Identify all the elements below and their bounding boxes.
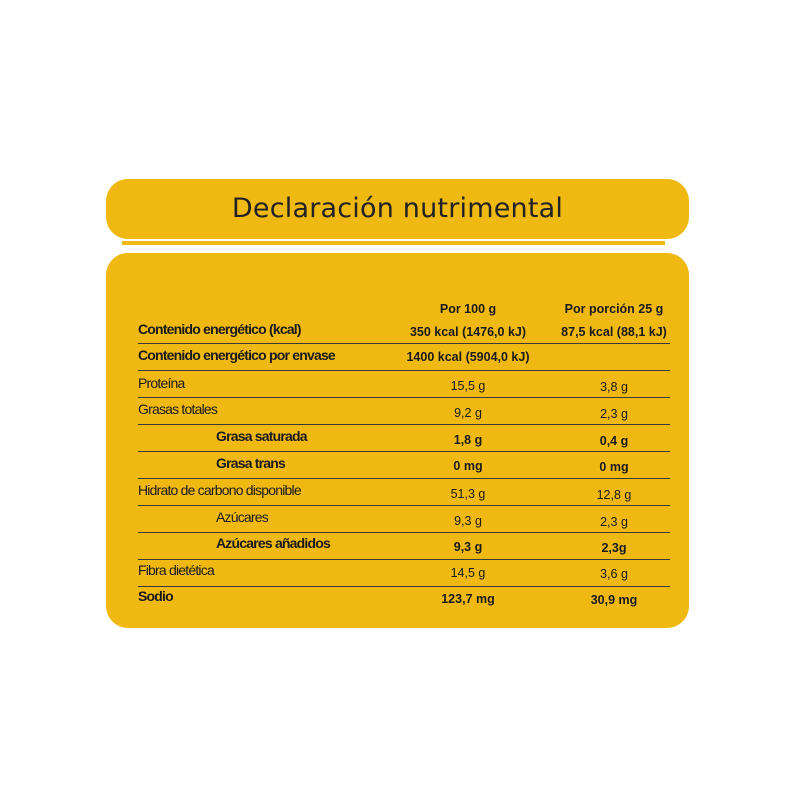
value-per-serving: 0,4 g (599, 434, 629, 448)
table-row-sugars (138, 507, 670, 533)
value-per-100g: 350 kcal (1476,0 kJ) (409, 325, 527, 339)
page-title: Declaración nutrimental (231, 193, 564, 224)
row-label: Grasas totales (138, 401, 218, 417)
value-per-100g: 1,8 g (453, 433, 483, 447)
value-per-100g: 51,3 g (450, 487, 486, 501)
table-row-protein (138, 372, 670, 398)
value-per-100g: 15,5 g (450, 379, 486, 393)
row-label: Azúcares (216, 509, 268, 525)
value-per-serving: 0 mg (599, 460, 629, 474)
row-label: Contenido energético por envase (138, 347, 335, 363)
value-per-100g: 9,3 g (453, 540, 483, 554)
row-label: Grasa trans (216, 455, 286, 471)
value-per-100g: 14,5 g (450, 566, 486, 580)
nutrition-table (106, 253, 689, 628)
value-per-serving: 30,9 mg (590, 593, 638, 607)
value-per-100g: 1400 kcal (5904,0 kJ) (406, 350, 530, 364)
value-per-serving: 87,5 kcal (88,1 kJ) (561, 325, 667, 339)
value-per-serving: 2,3g (601, 541, 627, 555)
table-row-energy-package (138, 345, 670, 371)
row-label: Contenido energético (kcal) (138, 321, 301, 337)
row-label: Proteína (138, 375, 185, 391)
value-per-100g: 9,2 g (454, 406, 482, 420)
value-per-serving: 3,8 g (600, 380, 628, 394)
title-divider (122, 241, 665, 245)
value-per-serving: 2,3 g (600, 407, 628, 421)
table-row-energy (138, 317, 670, 344)
value-per-100g: 9,3 g (454, 514, 482, 528)
table-row-carbohydrates (138, 480, 670, 506)
column-header-per-serving: Por porción 25 g (564, 302, 664, 316)
row-label: Sodio (138, 588, 173, 604)
value-per-100g: 123,7 mg (441, 592, 495, 606)
row-label: Grasa saturada (216, 428, 307, 444)
value-per-serving: 2,3 g (600, 515, 628, 529)
table-row-sodium (138, 587, 670, 613)
title-bar (106, 179, 689, 239)
row-label: Hidrato de carbono disponible (138, 482, 301, 498)
value-per-100g: 0 mg (453, 459, 483, 473)
table-row-fiber (138, 561, 670, 587)
table-row-saturated-fat (138, 426, 670, 452)
table-row-added-sugars (138, 534, 670, 560)
row-label: Azúcares añadidos (216, 535, 330, 551)
column-header-per-100g: Por 100 g (439, 302, 497, 316)
table-row-total-fat (138, 399, 670, 425)
value-per-serving: 3,6 g (600, 567, 628, 581)
table-row-trans-fat (138, 453, 670, 479)
row-label: Fibra dietética (138, 562, 214, 578)
value-per-serving: 12,8 g (596, 488, 632, 502)
